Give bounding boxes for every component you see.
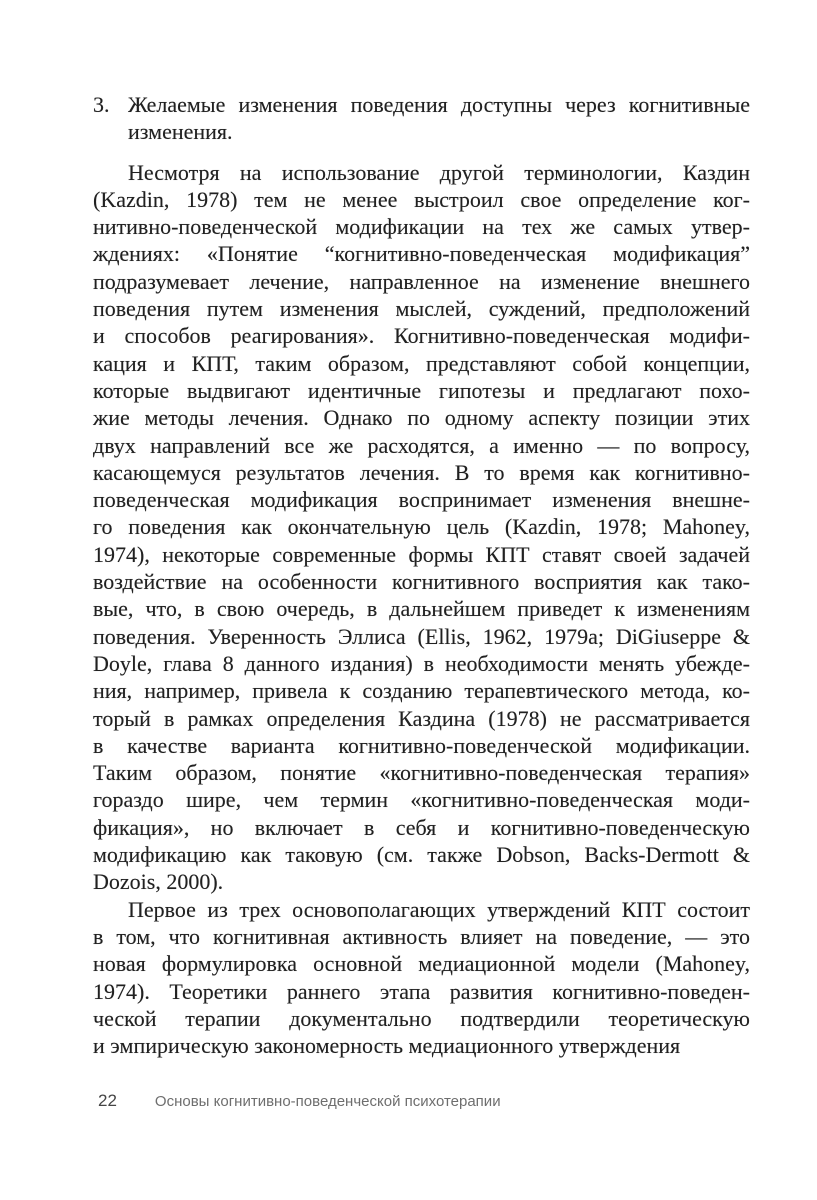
text-line: и способов реагирования». Когнитивно-поведенческая модифи- <box>93 323 750 349</box>
text-line: воздействие на особенности когнитивного восприятия как тако- <box>93 569 750 595</box>
page-footer <box>98 1091 501 1111</box>
text-line: ния, например, привела к созданию терапевтического метода, ко- <box>93 678 750 704</box>
text-line: подразумевает лечение, направленное на изменение внешнего <box>93 268 750 294</box>
text-line: и эмпирическую закономерность медиационного утверждения <box>93 1033 681 1059</box>
text-line: вые, что, в свою очередь, в дальнейшем приведет к изменениям <box>93 596 750 622</box>
text-line: которые выдвигают идентичные гипотезы и предлагают похо- <box>93 377 750 403</box>
text-line: (Kazdin, 1978) тем не менее выстроил свое определение ког- <box>93 186 750 212</box>
text-line: Doyle, глава 8 данного издания) в необходимости менять убежде- <box>93 650 750 676</box>
running-title: Основы когнитивно-поведенческой психотерапии <box>154 1093 501 1110</box>
text-line: нитивно-поведенческой модификации на тех же самых утвер- <box>93 214 750 240</box>
page-number: 22 <box>98 1091 117 1110</box>
text-line: Первое из трех основополагающих утверждений КПТ состоит <box>128 896 750 922</box>
text-line: в качестве варианта когнитивно-поведенческой модификации. <box>93 732 750 758</box>
text-line: Несмотря на использование другой терминологии, Каздин <box>128 159 750 185</box>
text-line: изменения. <box>128 119 233 145</box>
text-line: в том, что когнитивная активность влияет на поведение, — это <box>93 923 750 949</box>
text-line: модификацию как таковую (см. также Dobson, Backs-Dermott & <box>93 842 750 868</box>
text-line: поведения. Уверенность Эллиса (Ellis, 1962, 1979a; DiGiuseppe & <box>93 623 750 649</box>
text-line: фикация», но включает в себя и когнитивно-поведенческую <box>93 814 750 840</box>
text-line: 1974). Теоретики раннего этапа развития когнитивно-поведен- <box>93 978 750 1004</box>
text-line: новая формулировка основной медиационной модели (Mahoney, <box>93 951 750 977</box>
text-line: двух направлений все же расходятся, а именно — по вопросу, <box>93 432 750 458</box>
text-line: 1974), некоторые современные формы КПТ ставят своей задачей <box>93 541 750 567</box>
text-line: гораздо шире, чем термин «когнитивно-поведенческая моди- <box>93 787 750 813</box>
text-line: Dozois, 2000). <box>93 869 224 895</box>
paragraphs-container <box>93 159 750 1060</box>
text-line: жие методы лечения. Однако по одному аспекту позиции этих <box>93 405 750 431</box>
paragraph <box>93 159 750 896</box>
text-line: Желаемые изменения поведения доступны через когнитивные <box>128 92 750 117</box>
list-number: 3. <box>93 92 110 117</box>
text-line: Таким образом, понятие «когнитивно-поведенческая терапия» <box>93 760 750 786</box>
list-text <box>93 91 750 146</box>
text-line: ческой терапии документально подтвердили теоретическую <box>93 1005 750 1031</box>
text-line: поведения путем изменения мыслей, суждений, предположений <box>93 296 750 322</box>
paragraph <box>93 896 750 1060</box>
text-line: го поведения как окончательную цель (Kazdin, 1978; Mahoney, <box>93 514 750 540</box>
page-body <box>93 91 750 1059</box>
text-line: ждениях: «Понятие “когнитивно-поведенческая модификация” <box>93 241 750 267</box>
text-line: торый в рамках определения Каздина (1978) не рассматривается <box>93 705 750 731</box>
text-line: касающемуся результатов лечения. В то время как когнитивно- <box>93 459 750 485</box>
text-line: поведенческая модификация воспринимает изменения внешне- <box>93 487 750 513</box>
numbered-list-item <box>93 91 750 146</box>
text-line: кация и КПТ, таким образом, представляют собой концепции, <box>93 350 750 376</box>
